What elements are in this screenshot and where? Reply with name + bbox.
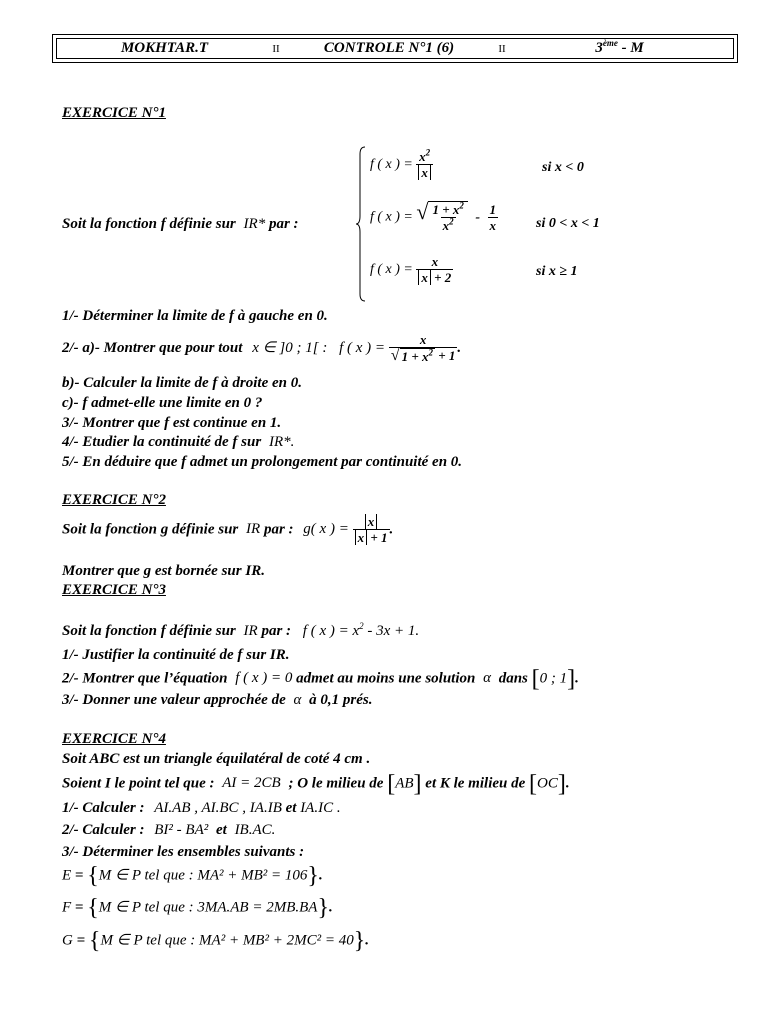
case-3: f ( x ) = $\frac{x}{x + 2}$ — [370, 254, 452, 285]
ex4-title: EXERCICE N°4 — [62, 731, 166, 747]
ex3-q2: 2/- Montrer que l’équation f ( x ) = 0 admet au moins une solution α dans [0 ; 1]. — [62, 666, 579, 692]
ex3-q1: 1/- Justifier la continuité de f sur IR. — [62, 647, 290, 663]
ex1-intro: Soit la fonction f définie sur IR* par : — [62, 216, 299, 232]
header-separator: II — [272, 42, 280, 55]
ex1-title: EXERCICE N°1 — [62, 105, 166, 121]
ex4-line2: Soient I le point tel que : AI = 2CB ; O le milieu de [AB] et K le milieu de [OC]. — [62, 771, 570, 797]
ex2-question: Montrer que g est bornée sur IR. — [62, 563, 265, 579]
header-separator: II — [498, 42, 506, 55]
ex1-q3: 3/- Montrer que f est continue en 1. — [62, 415, 282, 431]
case-1-condition: si x < 0 — [542, 160, 584, 175]
ex1-q2a: 2/- a)- Montrer que pour tout x ∈ ]0 ; 1[ : f ( x ) = x √ $1 + x^2$ + 1 . — [62, 332, 462, 364]
case-1: f ( x ) = $\frac{x^2}{x}$ — [370, 149, 433, 181]
header-box — [52, 34, 738, 63]
set-g: G = {M ∈ P tel que : MA² + MB² + 2MC² = 40}. — [62, 928, 369, 954]
ex2-intro: Soit la fonction g définie sur IR par : g( x ) = $\frac{x}{x + 1}$ . — [62, 514, 394, 545]
piecewise-brace — [356, 146, 366, 302]
ex3-intro: Soit la fonction f définie sur IR par : f ( x ) = $x^2 - 3x + 1$. — [62, 621, 420, 639]
exam-title: CONTROLE N°1 (6) — [323, 40, 455, 56]
ex4-q1: 1/- Calculer : AI.AB , AI.BC , IA.IB et IA.IC . — [62, 800, 341, 816]
set-e: E = {M ∈ P tel que : MA² + MB² = 106}. — [62, 863, 323, 889]
ex1-q2b: b)- Calculer la limite de f à droite en 0. — [62, 375, 302, 391]
ex1-q5: 5/- En déduire que f admet un prolongement par continuité en 0. — [62, 454, 463, 470]
ex1-q2c: c)- f admet-elle une limite en 0 ? — [62, 395, 263, 411]
case-2: f ( x ) = √ $\frac{1 + x^2}{x^2}$ - $\frac{1}{x}$ — [370, 199, 497, 233]
ex4-q3: 3/- Déterminer les ensembles suivants : — [62, 844, 305, 860]
class-label: 3ème - M — [595, 38, 644, 56]
author: MOKHTAR.T — [120, 40, 209, 56]
ex3-q3: 3/- Donner une valeur approchée de α à 0,1 prés. — [62, 692, 373, 708]
ex1-q4: 4/- Etudier la continuité de f sur IR*. — [62, 434, 295, 450]
ex1-q1: 1/- Déterminer la limite de f à gauche en 0. — [62, 308, 328, 324]
ex4-q2: 2/- Calculer : BI² - BA² et IB.AC. — [62, 822, 276, 838]
case-2-condition: si 0 < x < 1 — [536, 216, 600, 231]
set-f: F = {M ∈ P tel que : 3MA.AB = 2MB.BA}. — [62, 895, 333, 921]
ex2-title: EXERCICE N°2 — [62, 492, 166, 508]
ex4-line1: Soit ABC est un triangle équilatéral de coté 4 cm . — [62, 751, 371, 767]
header-inner — [56, 38, 734, 59]
case-3-condition: si x ≥ 1 — [536, 264, 578, 279]
ex3-title: EXERCICE N°3 — [62, 582, 166, 598]
